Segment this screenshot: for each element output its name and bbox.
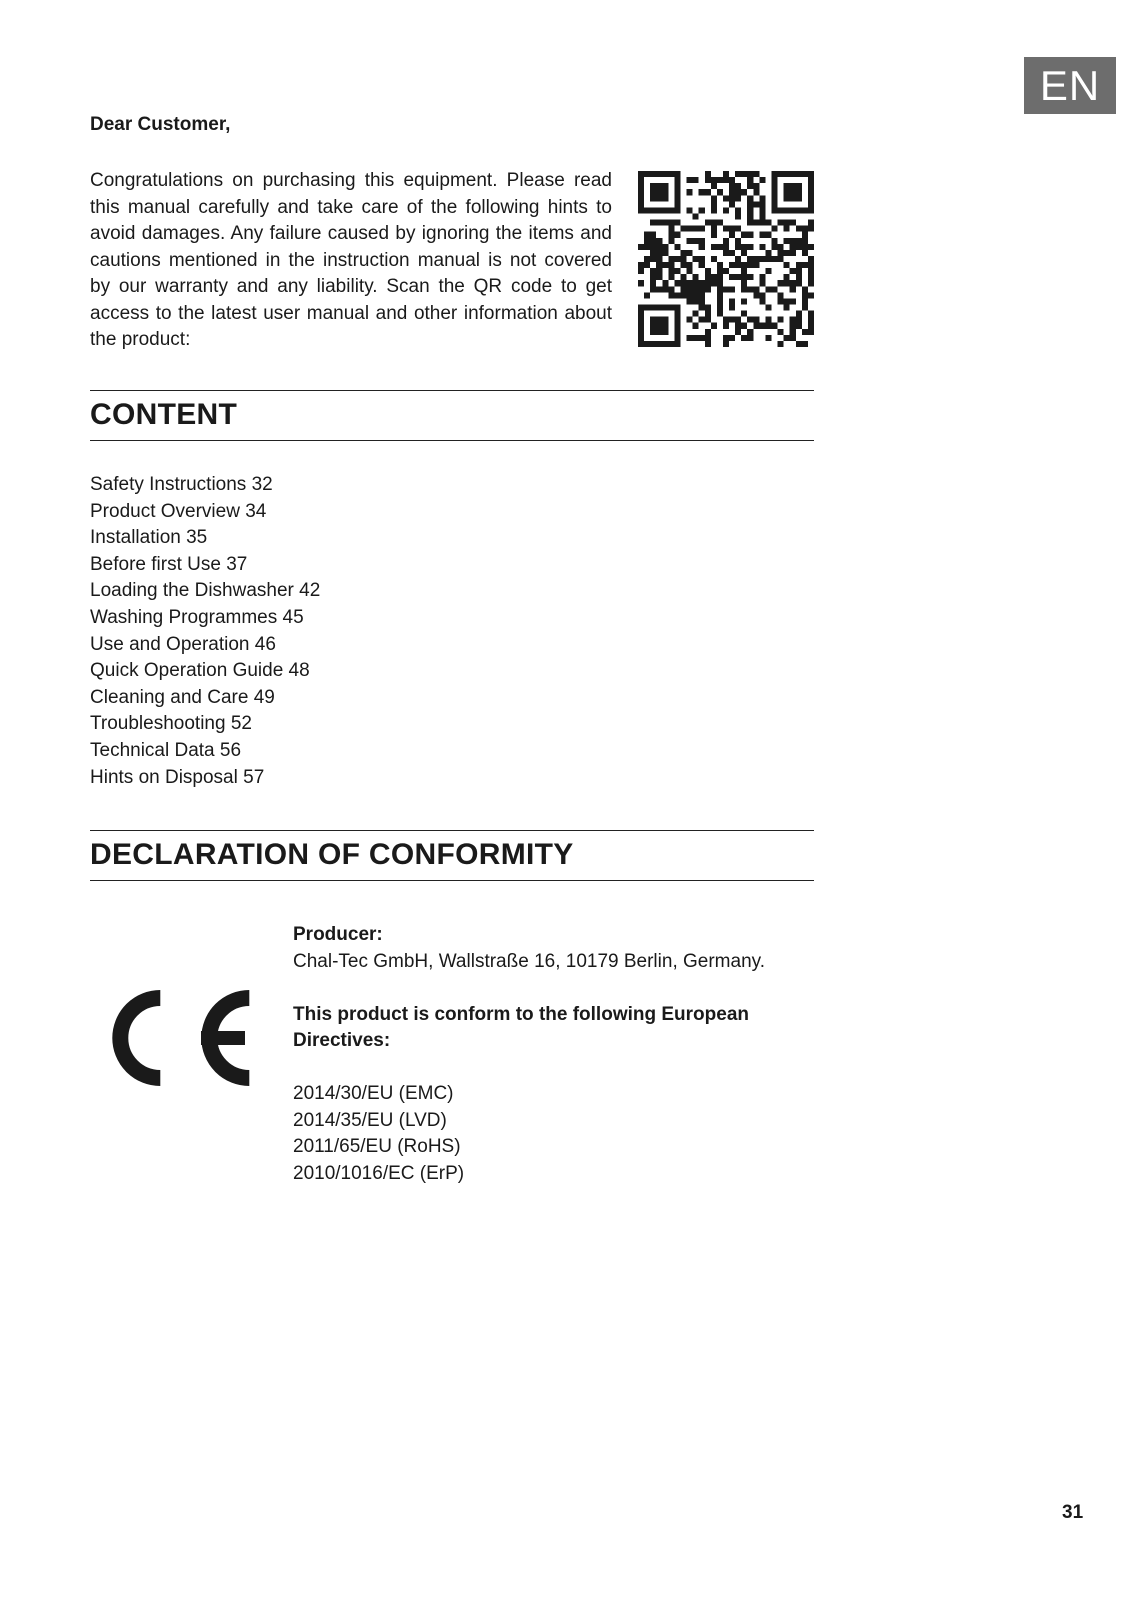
producer-label: Producer: (293, 924, 383, 945)
declaration-heading: DECLARATION OF CONFORMITY (90, 838, 574, 871)
page-number: 31 (1062, 1502, 1084, 1523)
qr-code-icon[interactable] (638, 171, 814, 347)
toc-item[interactable]: Hints on Disposal 57 (90, 766, 265, 788)
content-bottom-rule (90, 440, 814, 441)
conformity-statement-line-1: This product is conform to the following European (293, 1003, 749, 1025)
directive-item: 2014/30/EU (EMC) (293, 1083, 454, 1104)
toc-item[interactable]: Safety Instructions 32 (90, 474, 273, 495)
directive-item: 2011/65/EU (RoHS) (293, 1136, 461, 1157)
toc-item[interactable]: Cleaning and Care 49 (90, 686, 275, 708)
toc-item[interactable]: Installation 35 (90, 527, 208, 549)
toc-item[interactable]: Technical Data 56 (90, 739, 242, 761)
producer-address: Chal-Tec GmbH, Wallstraße 16, 10179 Berlin, Germany. (293, 950, 766, 972)
table-of-contents (90, 472, 320, 791)
directive-item: 2010/1016/EC (ErP) (293, 1162, 465, 1184)
toc-item[interactable]: Use and Operation 46 (90, 633, 276, 655)
content-heading: CONTENT (90, 398, 238, 431)
greeting: Dear Customer, (90, 114, 231, 135)
conformity-statement-line-2: Directives: (293, 1030, 391, 1051)
toc-item[interactable]: Quick Operation Guide 48 (90, 660, 310, 682)
toc-item[interactable]: Before first Use 37 (90, 553, 248, 575)
intro-paragraph: Congratulations on purchasing this equipment. Please read this manual carefully and take care of the following hints to avoid damages. Any failure caused by ignoring the items and cautions mentioned in the instruction manual is not covered by our warranty and any liability. Scan the QR code to get access to the latest user manual and other information about the product: (90, 170, 612, 350)
declaration-bottom-rule (90, 880, 814, 881)
content-top-rule (90, 390, 814, 391)
toc-item[interactable]: Loading the Dishwasher 42 (90, 580, 321, 602)
toc-item[interactable]: Washing Programmes 45 (90, 606, 304, 628)
declaration-top-rule (90, 830, 814, 831)
producer-block (293, 922, 813, 1187)
ce-mark-icon (106, 982, 266, 1094)
language-tab: EN (1024, 57, 1116, 114)
toc-item[interactable]: Product Overview 34 (90, 500, 267, 522)
toc-item[interactable]: Troubleshooting 52 (90, 713, 252, 735)
directive-item: 2014/35/EU (LVD) (293, 1109, 447, 1131)
